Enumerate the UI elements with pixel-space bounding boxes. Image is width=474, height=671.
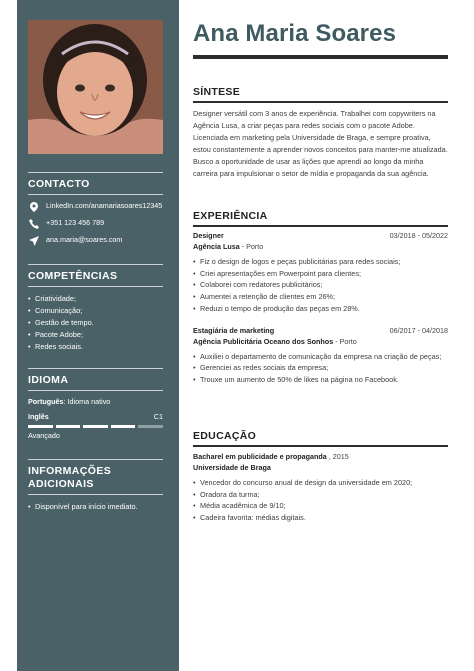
degree-name: Bacharel em publicidade e propaganda	[193, 452, 327, 461]
list-item: • Cadeira favorita: médias digitais.	[193, 512, 448, 524]
job-dates: 03/2018 - 05/2022	[389, 231, 448, 240]
language-level-bar	[28, 425, 163, 428]
job-entry	[193, 231, 448, 315]
list-item: • Aumentei a retenção de clientes em 26%;	[193, 291, 448, 303]
list-item: • Auxiliei o departamento de comunicação da empresa na criação de peças;	[193, 351, 448, 363]
location-pin-icon	[28, 201, 40, 212]
education-bullets	[193, 477, 448, 524]
language-level-segment	[56, 425, 81, 428]
education-section	[193, 430, 448, 524]
language-level-segment	[83, 425, 108, 428]
divider	[28, 194, 163, 195]
native-language	[28, 397, 163, 407]
list-item: • Gestão de tempo.	[28, 317, 163, 329]
list-item: • Criei apresentações em Powerpoint para clientes;	[193, 268, 448, 280]
summary-section	[193, 86, 448, 179]
list-item: • Redes sociais.	[28, 341, 163, 353]
name-divider	[193, 55, 448, 59]
education-title: EDUCAÇÃO	[193, 430, 257, 442]
company-name: Agência Lusa	[193, 242, 240, 251]
contact-section	[28, 172, 163, 246]
language-title: IDIOMA	[28, 374, 69, 386]
divider	[28, 286, 163, 287]
list-item: • Criatividade;	[28, 293, 163, 305]
job-entry	[193, 326, 448, 386]
skills-section	[28, 264, 163, 353]
list-item: • Gerenciei as redes sociais da empresa;	[193, 362, 448, 374]
language-level-segment	[28, 425, 53, 428]
native-language-label: Português	[28, 397, 64, 406]
additional-section	[28, 459, 163, 513]
summary-title: SÍNTESE	[193, 86, 241, 98]
native-language-value: : Idioma nativo	[63, 397, 111, 406]
additional-list	[28, 501, 163, 513]
contact-phone[interactable]	[28, 218, 163, 229]
degree-year: , 2015	[326, 452, 349, 461]
list-item: • Colaborei com redatores publicitários;	[193, 279, 448, 291]
contact-email[interactable]	[28, 235, 163, 246]
divider	[28, 368, 163, 369]
phone-icon	[28, 218, 40, 229]
email-text: ana.maria@soares.com	[46, 235, 123, 244]
list-item: • Reduzi o tempo de produção das peças em 28%.	[193, 303, 448, 315]
profile-photo	[28, 20, 163, 154]
job-role: Designer	[193, 231, 224, 240]
list-item: • Média acadêmica de 9/10;	[193, 500, 448, 512]
job-dates: 06/2017 - 04/2018	[389, 325, 448, 335]
sidebar	[17, 0, 179, 671]
education-degree-line	[193, 451, 448, 462]
company-location: - Porto	[333, 336, 357, 346]
send-icon	[28, 235, 40, 246]
skills-title: COMPETÊNCIAS	[28, 270, 118, 282]
second-language-level-text: Avançado	[28, 431, 60, 440]
list-item: • Oradora da turma;	[193, 489, 448, 501]
company-location: - Porto	[239, 242, 264, 251]
divider	[28, 494, 163, 495]
school-line	[193, 462, 448, 473]
divider	[193, 101, 448, 103]
person-name: Ana Maria Soares	[193, 20, 397, 47]
list-item: • Vencedor do concurso anual de design da universidade em 2020;	[193, 477, 448, 489]
job-bullets	[193, 351, 448, 386]
school-name: Universidade de Braga	[193, 463, 271, 472]
list-item: • Comunicação;	[28, 305, 163, 317]
divider	[193, 225, 448, 227]
second-language	[28, 412, 163, 422]
contact-title: CONTACTO	[28, 178, 90, 190]
divider	[28, 459, 163, 460]
list-item: • Trouxe um aumento de 50% de likes na página no Facebook.	[193, 374, 448, 386]
second-language-label: Inglês	[28, 412, 49, 421]
company-name: Agência Publicitária Oceano dos Sonhos	[193, 336, 334, 346]
experience-title: EXPERIÊNCIA	[193, 210, 268, 222]
phone-text: +351 123 456 789	[46, 218, 105, 227]
language-level-segment	[138, 425, 163, 428]
experience-section	[193, 210, 448, 386]
list-item: • Pacote Adobe;	[28, 329, 163, 341]
skills-list	[28, 293, 163, 353]
summary-text: Designer versátil com 3 anos de experiência. Trabalhei com copywriters na Agência Lusa, a criar peças para redes sociais com o pacote Adobe. Licenciada em marketing pela Universidade de Braga, e sempre proativa, estou constantemente a aprender novos conceitos para manter-me atualizada. Busco a oportunidade de usar as lições que aprendi ao longo da minha carreira para impulsionar o setor de mídia e propaganda da sua agência.	[193, 109, 448, 178]
divider	[28, 390, 163, 391]
language-section	[28, 368, 163, 441]
list-item: • Disponível para início imediato.	[28, 501, 163, 513]
additional-title: INFORMAÇÕES ADICIONAIS	[28, 465, 112, 490]
list-item: • Fiz o design de logos e peças publicitárias para redes sociais;	[193, 256, 448, 268]
divider	[28, 172, 163, 173]
contact-linkedin[interactable]	[28, 201, 163, 212]
second-language-level: C1	[153, 412, 163, 421]
job-bullets	[193, 256, 448, 315]
job-company	[193, 241, 448, 252]
job-role: Estagiária de marketing	[193, 325, 275, 335]
divider	[28, 264, 163, 265]
job-company	[193, 336, 448, 347]
divider	[193, 445, 448, 447]
linkedin-text: LinkedIn.com/anamariasoares12345	[46, 201, 163, 210]
language-level-segment	[111, 425, 136, 428]
